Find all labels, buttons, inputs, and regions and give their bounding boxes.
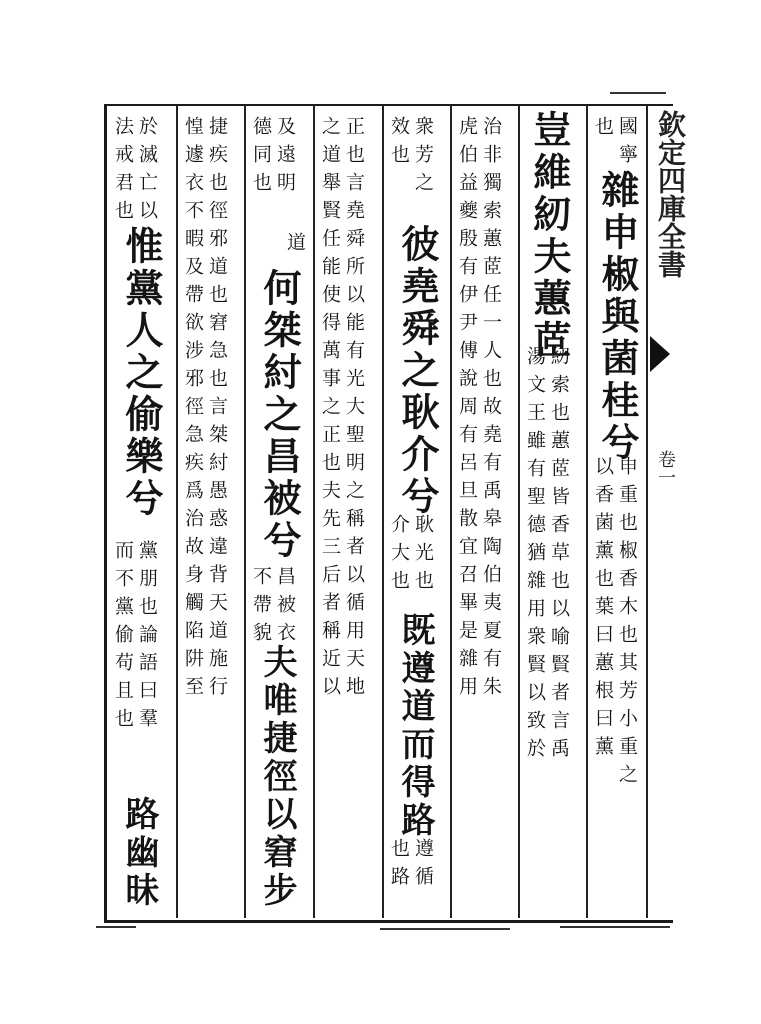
gutter-volume: 卷一	[655, 450, 676, 486]
annotation-line: 之道舉賢任能使得萬事之正也夫先三后者稱近以	[319, 116, 341, 704]
annotation-line: 遵循	[412, 838, 434, 894]
fish-tail-mark	[650, 336, 670, 372]
annotation-line: 而不黨偷苟且也	[112, 540, 134, 736]
column-rule	[244, 104, 246, 918]
column-rule	[646, 104, 648, 918]
top-edge-mark	[610, 92, 666, 94]
gutter-title: 欽定四庫全書	[654, 110, 687, 278]
annotation-line: 黨朋也論語曰羣	[136, 540, 158, 736]
column-rule	[518, 104, 520, 918]
annotation-line: 不帶貌	[250, 566, 272, 650]
annotation-line: 也路	[388, 838, 410, 894]
annotation-line: 耿光也	[412, 514, 434, 598]
annotation-line: 治非獨索蕙茝任一人也故堯有禹皋陶伯夷夏有朱	[480, 116, 502, 704]
annotation-line: 德同也	[250, 116, 272, 200]
column-4-mid-annotation	[388, 514, 434, 598]
annotation-line: 捷疾也徑邪道也窘急也言桀紂愚惑違背天道施行	[206, 116, 228, 704]
annotation-line: 昌被衣	[274, 566, 296, 650]
column-4-main-text: 彼堯舜之耿介兮	[395, 224, 440, 518]
column-8-main-text: 惟黨人之偷樂兮	[119, 226, 164, 520]
column-8-mid-annotation	[112, 540, 158, 736]
column-2-main-text: 豈維紉夫蕙茝	[527, 110, 572, 362]
annotation-line: 衆芳之	[412, 116, 434, 200]
annotation-line: 以香菌薰也葉曰蕙根曰薰	[592, 456, 614, 764]
column-7-annotation	[182, 116, 228, 704]
annotation-line: 法戒君也	[112, 116, 134, 228]
column-6-mid-annotation	[250, 566, 296, 650]
annotation-line: 及遠明	[274, 116, 296, 200]
column-8-main-text-2: 路幽昧	[119, 796, 159, 910]
annotation-line: 國寧	[616, 116, 638, 172]
column-1-head-annotation	[592, 116, 638, 172]
column-rule	[450, 104, 452, 918]
column-6-main-text: 何桀紂之昌被兮	[257, 268, 302, 562]
annotation-line: 紉索也蕙茝皆香草也以喻賢者言禹	[548, 346, 570, 766]
column-rule	[586, 104, 588, 918]
column-6-main-text-2: 夫唯捷徑以窘步	[257, 644, 297, 910]
column-1-annotation	[592, 456, 638, 792]
annotation-line: 申重也椒香木也其芳小重之	[616, 456, 638, 792]
column-6-head-annotation-extra: 道	[284, 232, 306, 259]
annotation-line: 介大也	[388, 514, 410, 598]
column-1-main-text: 雜申椒與菌桂兮	[595, 170, 640, 464]
bottom-edge-mark	[380, 928, 510, 930]
column-4-head-annotation	[388, 116, 434, 200]
annotation-line: 也	[592, 116, 614, 144]
column-4-main-text-2: 既遵道而得路	[395, 612, 435, 840]
column-rule	[313, 104, 315, 918]
column-5-annotation	[319, 116, 365, 704]
annotation-line: 正也言堯舜所以能有光大聖明之稱者以循用天地	[343, 116, 365, 704]
column-rule	[382, 104, 384, 918]
bottom-edge-mark	[560, 926, 670, 928]
column-rule	[176, 104, 178, 918]
bottom-edge-mark	[96, 926, 136, 928]
annotation-line: 湯文王雖有聖德猶雜用衆賢以致於	[524, 346, 546, 766]
annotation-line: 效也	[388, 116, 410, 172]
column-3-annotation	[456, 116, 502, 704]
annotation-line: 於滅亡以	[136, 116, 158, 228]
column-2-annotation	[524, 346, 570, 766]
annotation-line: 惶遽衣不暇及帶欲涉邪徑急疾爲治故身觸陷阱至	[182, 116, 204, 704]
annotation-line: 虎伯益夔殷有伊尹傅說周有呂旦散宜召畢是雜用	[456, 116, 478, 704]
column-8-head-annotation	[112, 116, 158, 228]
column-6-head-annotation	[250, 116, 296, 200]
column-4-tail-annotation	[388, 838, 434, 894]
